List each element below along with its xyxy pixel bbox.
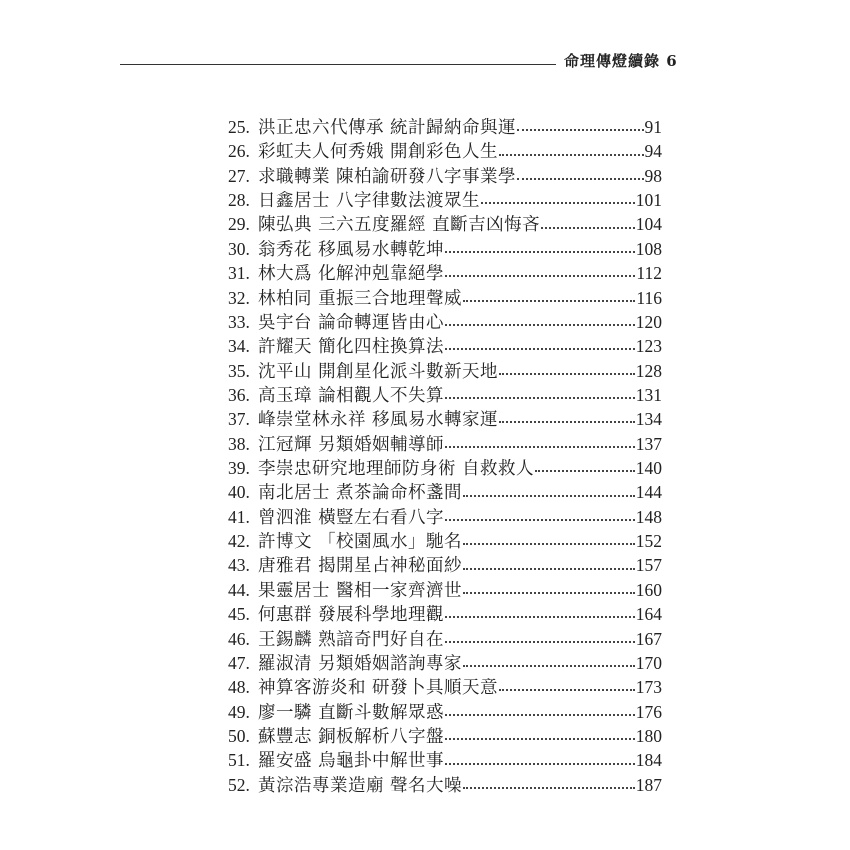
entry-page: 187 [635, 774, 662, 795]
entry-title: 廖一驎 直斷斗數解眾惑 [258, 702, 445, 723]
entry-number: 36. [228, 384, 250, 405]
entry-number: 50. [228, 725, 250, 746]
dot-leader [499, 154, 643, 156]
toc-entry [228, 334, 662, 358]
toc-entry [228, 359, 662, 383]
entry-number: 34. [228, 336, 250, 357]
entry-title: 求職轉業 陳柏諭研發八字事業學 [258, 166, 517, 187]
entry-number: 38. [228, 433, 250, 454]
entry-title: 陳弘典 三六五度羅經 直斷吉凶悔吝 [258, 215, 541, 236]
entry-title: 何惠群 發展科學地理觀 [258, 605, 445, 626]
entry-title: 日鑫居士 八字律數法渡眾生 [258, 191, 481, 212]
entry-page: 91 [644, 117, 662, 137]
toc-entry [228, 748, 662, 772]
toc-entry [228, 724, 662, 748]
entry-title: 王錫麟 熟諳奇門好自在 [258, 629, 445, 650]
entry-title: 江冠輝 另類婚姻輔導師 [258, 434, 445, 455]
entry-title: 羅安盛 烏龜卦中解世事 [258, 751, 445, 772]
entry-number: 26. [228, 141, 250, 162]
entry-title: 高玉璋 論相觀人不失算 [258, 385, 445, 406]
dot-leader [517, 129, 643, 131]
entry-page: 184 [635, 750, 662, 771]
entry-number: 45. [228, 604, 250, 625]
toc-entry [228, 237, 662, 261]
entry-page: 98 [644, 165, 662, 186]
entry-title: 李崇忠研究地理師防身術 自救救人 [258, 459, 535, 480]
entry-page: 167 [635, 628, 662, 649]
entry-number: 42. [228, 531, 250, 552]
toc-entry [228, 212, 662, 236]
entry-number: 27. [228, 165, 250, 186]
entry-page: 123 [635, 336, 662, 357]
entry-number: 39. [228, 458, 250, 479]
entry-page: 101 [635, 190, 662, 211]
book-title: 命理傳燈續錄 [564, 52, 661, 70]
entry-page: 134 [635, 409, 662, 430]
toc-entry [228, 627, 662, 651]
entry-number: 32. [228, 287, 250, 308]
entry-title: 許耀天 簡化四柱換算法 [258, 337, 445, 358]
toc-entry [228, 383, 662, 407]
toc-entry [228, 115, 662, 139]
entry-page: 112 [636, 263, 662, 284]
toc-entry [228, 432, 662, 456]
dot-leader [463, 568, 635, 570]
toc-entry [228, 675, 662, 699]
dot-leader [463, 787, 635, 789]
entry-page: 128 [635, 360, 662, 381]
entry-title: 黃淙浩專業造廟 聲名大噪 [258, 775, 463, 796]
entry-page: 144 [635, 482, 662, 503]
dot-leader [499, 689, 635, 691]
toc-entry [228, 553, 662, 577]
dot-leader [445, 519, 635, 521]
entry-page: 104 [635, 214, 662, 235]
entry-number: 47. [228, 652, 250, 673]
entry-number: 25. [228, 117, 250, 137]
toc-entry [228, 407, 662, 431]
toc-entry [228, 602, 662, 626]
table-of-contents [228, 115, 662, 797]
dot-leader [499, 373, 635, 375]
entry-number: 28. [228, 190, 250, 211]
toc-entry [228, 773, 662, 797]
entry-title: 神算客游炎和 研發卜具順天意 [258, 678, 499, 699]
entry-number: 46. [228, 628, 250, 649]
dot-leader [463, 665, 635, 667]
toc-entry [228, 480, 662, 504]
entry-page: 108 [635, 238, 662, 259]
entry-title: 翁秀花 移風易水轉乾坤 [258, 239, 445, 260]
dot-leader [445, 763, 635, 765]
entry-title: 林大爲 化解沖剋靠絕學 [258, 264, 445, 285]
header-rule [120, 64, 556, 65]
entry-number: 31. [228, 263, 250, 284]
entry-page: 148 [635, 506, 662, 527]
dot-leader [445, 446, 635, 448]
entry-page: 164 [635, 604, 662, 625]
entry-page: 170 [635, 652, 662, 673]
entry-title: 許博文 「校園風水」馳名 [258, 532, 463, 553]
entry-page: 94 [644, 141, 662, 162]
entry-page: 140 [635, 458, 662, 479]
entry-page: 157 [635, 555, 662, 576]
dot-leader [535, 470, 635, 472]
entry-number: 40. [228, 482, 250, 503]
entry-page: 173 [635, 677, 662, 698]
toc-entry [228, 286, 662, 310]
entry-page: 120 [635, 311, 662, 332]
dot-leader [445, 275, 635, 277]
entry-title: 果靈居士 醫相一家齊濟世 [258, 580, 463, 601]
toc-entry [228, 164, 662, 188]
dot-leader [463, 300, 635, 302]
entry-title: 林柏同 重振三合地理聲威 [258, 288, 463, 309]
dot-leader [445, 397, 635, 399]
entry-number: 41. [228, 506, 250, 527]
dot-leader [481, 202, 635, 204]
entry-page: 131 [635, 384, 662, 405]
toc-entry [228, 261, 662, 285]
entry-number: 44. [228, 579, 250, 600]
toc-entry [228, 139, 662, 163]
entry-number: 51. [228, 750, 250, 771]
entry-page: 116 [636, 287, 662, 308]
dot-leader [445, 616, 635, 618]
entry-number: 48. [228, 677, 250, 698]
page-number: 6 [666, 52, 678, 70]
toc-entry [228, 700, 662, 724]
dot-leader [463, 592, 635, 594]
entry-title: 彩虹夫人何秀娥 開創彩色人生 [258, 142, 499, 163]
toc-entry [228, 578, 662, 602]
entry-page: 137 [635, 433, 662, 454]
dot-leader [445, 251, 635, 253]
dot-leader [463, 543, 635, 545]
toc-entry [228, 529, 662, 553]
toc-entry [228, 310, 662, 334]
dot-leader [445, 348, 635, 350]
entry-number: 33. [228, 311, 250, 332]
entry-page: 180 [635, 725, 662, 746]
entry-title: 吳宇台 論命轉運皆由心 [258, 312, 445, 333]
toc-entry [228, 188, 662, 212]
entry-number: 52. [228, 774, 250, 795]
entry-number: 37. [228, 409, 250, 430]
entry-page: 152 [635, 531, 662, 552]
dot-leader [445, 738, 635, 740]
entry-page: 160 [635, 579, 662, 600]
entry-title: 羅淑清 另類婚姻諮詢專家 [258, 653, 463, 674]
toc-entry [228, 651, 662, 675]
entry-number: 35. [228, 360, 250, 381]
entry-title: 蘇豐志 銅板解析八字盤 [258, 726, 445, 747]
dot-leader [541, 227, 635, 229]
running-header [564, 50, 678, 71]
entry-title: 唐雅君 揭開星占神秘面紗 [258, 556, 463, 577]
dot-leader [445, 324, 635, 326]
entry-number: 49. [228, 701, 250, 722]
entry-title: 洪正忠六代傳承 統計歸納命與運 [258, 118, 517, 138]
dot-leader [463, 495, 635, 497]
entry-number: 43. [228, 555, 250, 576]
entry-number: 29. [228, 214, 250, 235]
entry-number: 30. [228, 238, 250, 259]
entry-title: 南北居士 煮茶論命杯盞間 [258, 483, 463, 504]
dot-leader [445, 714, 635, 716]
dot-leader [445, 641, 635, 643]
toc-entry [228, 456, 662, 480]
toc-entry [228, 505, 662, 529]
dot-leader [499, 421, 635, 423]
entry-title: 峰崇堂林永祥 移風易水轉家運 [258, 410, 499, 431]
entry-page: 176 [635, 701, 662, 722]
entry-title: 曾泗淮 橫豎左右看八字 [258, 507, 445, 528]
entry-title: 沈平山 開創星化派斗數新天地 [258, 361, 499, 382]
dot-leader [517, 178, 643, 180]
